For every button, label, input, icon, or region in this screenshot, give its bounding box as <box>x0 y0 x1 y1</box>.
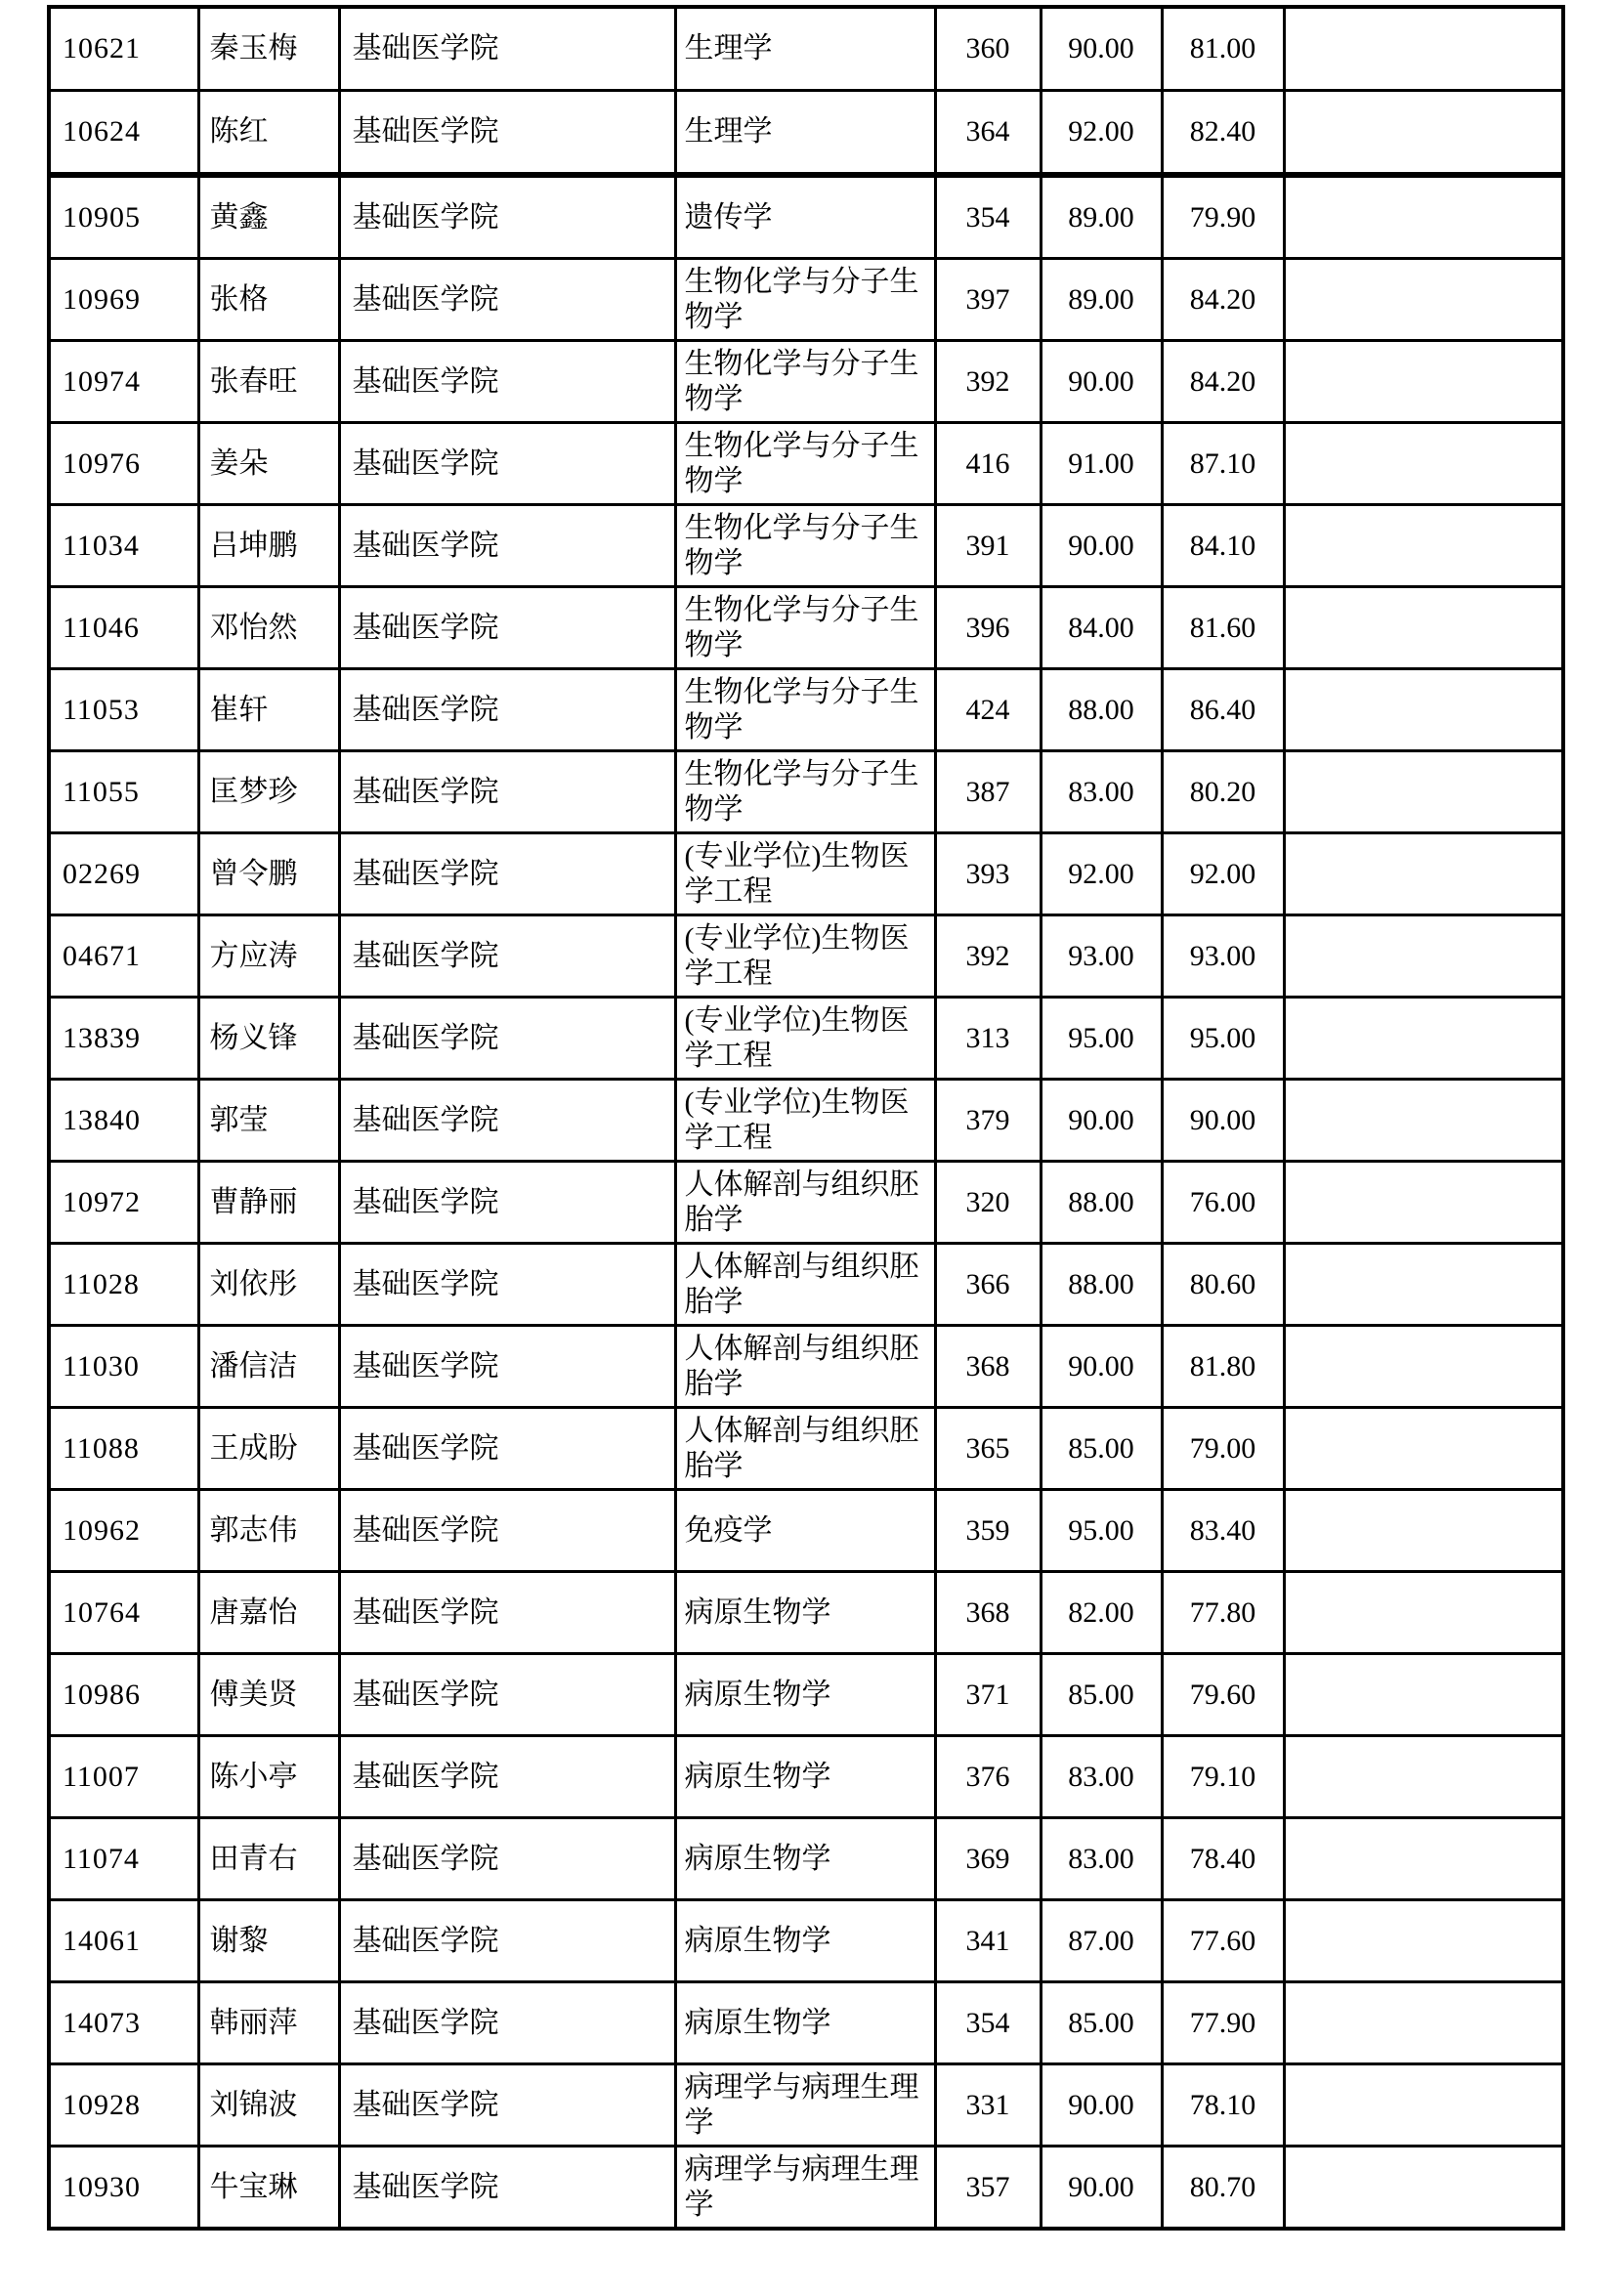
cell-major: 病原生物学 <box>675 1818 935 1900</box>
cell-college: 基础医学院 <box>339 1736 675 1818</box>
cell-score-2: 88.00 <box>1041 1244 1162 1326</box>
cell-score-3: 80.70 <box>1162 2147 1284 2230</box>
cell-major: (专业学位)生物医学工程 <box>675 833 935 915</box>
table-row <box>49 2064 1563 2147</box>
cell-college: 基础医学院 <box>339 1654 675 1736</box>
cell-blank <box>1284 1244 1563 1326</box>
cell-total-score: 357 <box>935 2147 1041 2230</box>
cell-major: 病原生物学 <box>675 1736 935 1818</box>
table-row <box>49 751 1563 833</box>
cell-college: 基础医学院 <box>339 1572 675 1654</box>
cell-score-3: 83.40 <box>1162 1490 1284 1572</box>
cell-major: 病原生物学 <box>675 1654 935 1736</box>
cell-blank <box>1284 1982 1563 2064</box>
cell-name: 韩丽萍 <box>198 1982 339 2064</box>
cell-college: 基础医学院 <box>339 1900 675 1982</box>
cell-name: 张格 <box>198 259 339 341</box>
cell-candidate-id: 10764 <box>49 1572 198 1654</box>
cell-name: 潘信洁 <box>198 1326 339 1408</box>
cell-name: 匡梦珍 <box>198 751 339 833</box>
cell-score-3: 86.40 <box>1162 669 1284 751</box>
cell-major: (专业学位)生物医学工程 <box>675 915 935 998</box>
cell-candidate-id: 11007 <box>49 1736 198 1818</box>
cell-college: 基础医学院 <box>339 1244 675 1326</box>
cell-major: 生物化学与分子生物学 <box>675 341 935 423</box>
cell-blank <box>1284 751 1563 833</box>
cell-college: 基础医学院 <box>339 1490 675 1572</box>
cell-name: 曹静丽 <box>198 1162 339 1244</box>
cell-total-score: 392 <box>935 915 1041 998</box>
table-row <box>49 423 1563 505</box>
cell-score-3: 77.80 <box>1162 1572 1284 1654</box>
cell-candidate-id: 11030 <box>49 1326 198 1408</box>
cell-candidate-id: 10930 <box>49 2147 198 2230</box>
cell-blank <box>1284 1162 1563 1244</box>
cell-college: 基础医学院 <box>339 1080 675 1162</box>
cell-score-2: 85.00 <box>1041 1654 1162 1736</box>
cell-total-score: 391 <box>935 505 1041 587</box>
cell-candidate-id: 13839 <box>49 998 198 1080</box>
cell-candidate-id: 10986 <box>49 1654 198 1736</box>
cell-blank <box>1284 2147 1563 2230</box>
cell-college: 基础医学院 <box>339 7 675 91</box>
cell-candidate-id: 11046 <box>49 587 198 669</box>
cell-blank <box>1284 341 1563 423</box>
cell-name: 郭莹 <box>198 1080 339 1162</box>
cell-major: 人体解剖与组织胚胎学 <box>675 1326 935 1408</box>
cell-total-score: 371 <box>935 1654 1041 1736</box>
cell-major: 病原生物学 <box>675 1572 935 1654</box>
cell-major: 生物化学与分子生物学 <box>675 751 935 833</box>
cell-college: 基础医学院 <box>339 2064 675 2147</box>
cell-name: 吕坤鹏 <box>198 505 339 587</box>
cell-candidate-id: 13840 <box>49 1080 198 1162</box>
cell-score-3: 84.20 <box>1162 341 1284 423</box>
cell-score-3: 81.60 <box>1162 587 1284 669</box>
cell-candidate-id: 10928 <box>49 2064 198 2147</box>
cell-major: 生物化学与分子生物学 <box>675 669 935 751</box>
cell-score-3: 80.20 <box>1162 751 1284 833</box>
cell-name: 姜朵 <box>198 423 339 505</box>
cell-candidate-id: 14073 <box>49 1982 198 2064</box>
cell-major: (专业学位)生物医学工程 <box>675 998 935 1080</box>
cell-score-3: 76.00 <box>1162 1162 1284 1244</box>
cell-name: 王成盼 <box>198 1408 339 1490</box>
cell-college: 基础医学院 <box>339 341 675 423</box>
cell-total-score: 354 <box>935 175 1041 259</box>
cell-score-2: 90.00 <box>1041 341 1162 423</box>
cell-total-score: 364 <box>935 91 1041 176</box>
cell-blank <box>1284 1572 1563 1654</box>
cell-candidate-id: 11053 <box>49 669 198 751</box>
cell-score-3: 84.10 <box>1162 505 1284 587</box>
cell-total-score: 331 <box>935 2064 1041 2147</box>
cell-candidate-id: 10969 <box>49 259 198 341</box>
cell-score-2: 85.00 <box>1041 1408 1162 1490</box>
cell-blank <box>1284 1326 1563 1408</box>
cell-college: 基础医学院 <box>339 2147 675 2230</box>
cell-college: 基础医学院 <box>339 1982 675 2064</box>
cell-name: 田青右 <box>198 1818 339 1900</box>
table-row <box>49 259 1563 341</box>
cell-candidate-id: 11034 <box>49 505 198 587</box>
cell-score-3: 79.60 <box>1162 1654 1284 1736</box>
cell-score-2: 95.00 <box>1041 1490 1162 1572</box>
table-row <box>49 1982 1563 2064</box>
cell-score-3: 81.00 <box>1162 7 1284 91</box>
cell-score-3: 84.20 <box>1162 259 1284 341</box>
table-row <box>49 1490 1563 1572</box>
cell-total-score: 313 <box>935 998 1041 1080</box>
table-row <box>49 915 1563 998</box>
cell-blank <box>1284 7 1563 91</box>
cell-score-3: 87.10 <box>1162 423 1284 505</box>
cell-candidate-id: 14061 <box>49 1900 198 1982</box>
cell-total-score: 360 <box>935 7 1041 91</box>
table-row <box>49 7 1563 91</box>
cell-total-score: 393 <box>935 833 1041 915</box>
cell-blank <box>1284 505 1563 587</box>
cell-score-3: 95.00 <box>1162 998 1284 1080</box>
cell-blank <box>1284 1900 1563 1982</box>
cell-total-score: 354 <box>935 1982 1041 2064</box>
cell-college: 基础医学院 <box>339 1162 675 1244</box>
cell-blank <box>1284 833 1563 915</box>
cell-total-score: 392 <box>935 341 1041 423</box>
cell-major: 生理学 <box>675 7 935 91</box>
cell-candidate-id: 10962 <box>49 1490 198 1572</box>
cell-major: 人体解剖与组织胚胎学 <box>675 1408 935 1490</box>
cell-total-score: 365 <box>935 1408 1041 1490</box>
cell-candidate-id: 10976 <box>49 423 198 505</box>
cell-blank <box>1284 915 1563 998</box>
table-row <box>49 1244 1563 1326</box>
cell-blank <box>1284 998 1563 1080</box>
cell-score-2: 90.00 <box>1041 1080 1162 1162</box>
cell-score-2: 83.00 <box>1041 1818 1162 1900</box>
cell-score-3: 79.00 <box>1162 1408 1284 1490</box>
cell-total-score: 424 <box>935 669 1041 751</box>
cell-score-2: 90.00 <box>1041 2147 1162 2230</box>
cell-name: 谢黎 <box>198 1900 339 1982</box>
table-row <box>49 1326 1563 1408</box>
cell-college: 基础医学院 <box>339 1326 675 1408</box>
cell-score-2: 91.00 <box>1041 423 1162 505</box>
cell-blank <box>1284 423 1563 505</box>
cell-name: 方应涛 <box>198 915 339 998</box>
admission-score-table <box>47 5 1565 2231</box>
table-row <box>49 2147 1563 2230</box>
table-row <box>49 505 1563 587</box>
cell-score-2: 89.00 <box>1041 175 1162 259</box>
cell-score-3: 77.60 <box>1162 1900 1284 1982</box>
table-row <box>49 1080 1563 1162</box>
cell-score-2: 92.00 <box>1041 833 1162 915</box>
cell-total-score: 376 <box>935 1736 1041 1818</box>
cell-major: 遗传学 <box>675 175 935 259</box>
table-row <box>49 1736 1563 1818</box>
cell-score-2: 85.00 <box>1041 1982 1162 2064</box>
cell-score-2: 93.00 <box>1041 915 1162 998</box>
table-row <box>49 669 1563 751</box>
table-row <box>49 1408 1563 1490</box>
cell-blank <box>1284 2064 1563 2147</box>
cell-score-3: 81.80 <box>1162 1326 1284 1408</box>
cell-score-3: 82.40 <box>1162 91 1284 176</box>
cell-total-score: 320 <box>935 1162 1041 1244</box>
cell-score-2: 90.00 <box>1041 1326 1162 1408</box>
cell-score-3: 79.10 <box>1162 1736 1284 1818</box>
cell-major: 人体解剖与组织胚胎学 <box>675 1244 935 1326</box>
cell-name: 陈小亭 <box>198 1736 339 1818</box>
cell-score-2: 89.00 <box>1041 259 1162 341</box>
cell-blank <box>1284 1818 1563 1900</box>
cell-name: 郭志伟 <box>198 1490 339 1572</box>
cell-name: 黄鑫 <box>198 175 339 259</box>
cell-candidate-id: 04671 <box>49 915 198 998</box>
cell-college: 基础医学院 <box>339 259 675 341</box>
cell-candidate-id: 10905 <box>49 175 198 259</box>
table-row <box>49 833 1563 915</box>
cell-college: 基础医学院 <box>339 915 675 998</box>
cell-score-3: 78.40 <box>1162 1818 1284 1900</box>
cell-blank <box>1284 587 1563 669</box>
cell-score-3: 80.60 <box>1162 1244 1284 1326</box>
cell-college: 基础医学院 <box>339 998 675 1080</box>
cell-major: 生物化学与分子生物学 <box>675 423 935 505</box>
cell-candidate-id: 11028 <box>49 1244 198 1326</box>
cell-major: 生理学 <box>675 91 935 176</box>
table-row <box>49 587 1563 669</box>
cell-name: 张春旺 <box>198 341 339 423</box>
cell-blank <box>1284 1408 1563 1490</box>
cell-score-3: 93.00 <box>1162 915 1284 998</box>
table-row <box>49 1818 1563 1900</box>
cell-total-score: 369 <box>935 1818 1041 1900</box>
cell-major: 病原生物学 <box>675 1982 935 2064</box>
cell-blank <box>1284 669 1563 751</box>
table-row <box>49 998 1563 1080</box>
cell-score-2: 84.00 <box>1041 587 1162 669</box>
cell-total-score: 366 <box>935 1244 1041 1326</box>
cell-college: 基础医学院 <box>339 833 675 915</box>
cell-score-2: 88.00 <box>1041 1162 1162 1244</box>
cell-blank <box>1284 1490 1563 1572</box>
cell-college: 基础医学院 <box>339 669 675 751</box>
table-row <box>49 341 1563 423</box>
cell-candidate-id: 02269 <box>49 833 198 915</box>
cell-college: 基础医学院 <box>339 1818 675 1900</box>
cell-major: 病原生物学 <box>675 1900 935 1982</box>
table-row <box>49 1572 1563 1654</box>
cell-college: 基础医学院 <box>339 751 675 833</box>
cell-college: 基础医学院 <box>339 505 675 587</box>
cell-score-3: 79.90 <box>1162 175 1284 259</box>
cell-major: 病理学与病理生理学 <box>675 2064 935 2147</box>
cell-major: 生物化学与分子生物学 <box>675 505 935 587</box>
cell-major: (专业学位)生物医学工程 <box>675 1080 935 1162</box>
cell-candidate-id: 10624 <box>49 91 198 176</box>
cell-score-2: 87.00 <box>1041 1900 1162 1982</box>
cell-name: 秦玉梅 <box>198 7 339 91</box>
cell-score-2: 83.00 <box>1041 751 1162 833</box>
table-row <box>49 1162 1563 1244</box>
cell-candidate-id: 11074 <box>49 1818 198 1900</box>
cell-score-2: 82.00 <box>1041 1572 1162 1654</box>
cell-college: 基础医学院 <box>339 423 675 505</box>
cell-major: 生物化学与分子生物学 <box>675 259 935 341</box>
cell-name: 傅美贤 <box>198 1654 339 1736</box>
cell-name: 邓怡然 <box>198 587 339 669</box>
cell-college: 基础医学院 <box>339 175 675 259</box>
cell-score-2: 92.00 <box>1041 91 1162 176</box>
cell-college: 基础医学院 <box>339 587 675 669</box>
cell-name: 牛宝琳 <box>198 2147 339 2230</box>
cell-name: 曾令鹏 <box>198 833 339 915</box>
cell-score-2: 95.00 <box>1041 998 1162 1080</box>
cell-total-score: 379 <box>935 1080 1041 1162</box>
cell-candidate-id: 10621 <box>49 7 198 91</box>
cell-name: 崔轩 <box>198 669 339 751</box>
cell-total-score: 397 <box>935 259 1041 341</box>
cell-score-2: 90.00 <box>1041 2064 1162 2147</box>
cell-blank <box>1284 259 1563 341</box>
cell-total-score: 341 <box>935 1900 1041 1982</box>
cell-score-2: 83.00 <box>1041 1736 1162 1818</box>
cell-total-score: 359 <box>935 1490 1041 1572</box>
cell-candidate-id: 10974 <box>49 341 198 423</box>
cell-total-score: 387 <box>935 751 1041 833</box>
cell-college: 基础医学院 <box>339 1408 675 1490</box>
cell-score-2: 90.00 <box>1041 7 1162 91</box>
cell-name: 唐嘉怡 <box>198 1572 339 1654</box>
table-row <box>49 175 1563 259</box>
cell-name: 杨义锋 <box>198 998 339 1080</box>
cell-candidate-id: 11055 <box>49 751 198 833</box>
cell-total-score: 396 <box>935 587 1041 669</box>
cell-score-2: 90.00 <box>1041 505 1162 587</box>
cell-score-3: 77.90 <box>1162 1982 1284 2064</box>
cell-candidate-id: 11088 <box>49 1408 198 1490</box>
cell-blank <box>1284 1736 1563 1818</box>
cell-name: 刘依彤 <box>198 1244 339 1326</box>
cell-total-score: 368 <box>935 1326 1041 1408</box>
cell-blank <box>1284 1654 1563 1736</box>
cell-blank <box>1284 175 1563 259</box>
table-row <box>49 1900 1563 1982</box>
cell-total-score: 416 <box>935 423 1041 505</box>
cell-blank <box>1284 91 1563 176</box>
cell-major: 病理学与病理生理学 <box>675 2147 935 2230</box>
cell-college: 基础医学院 <box>339 91 675 176</box>
cell-score-3: 78.10 <box>1162 2064 1284 2147</box>
cell-score-2: 88.00 <box>1041 669 1162 751</box>
cell-name: 陈红 <box>198 91 339 176</box>
cell-major: 免疫学 <box>675 1490 935 1572</box>
table-row <box>49 1654 1563 1736</box>
cell-candidate-id: 10972 <box>49 1162 198 1244</box>
cell-score-3: 92.00 <box>1162 833 1284 915</box>
cell-blank <box>1284 1080 1563 1162</box>
cell-major: 生物化学与分子生物学 <box>675 587 935 669</box>
cell-score-3: 90.00 <box>1162 1080 1284 1162</box>
cell-major: 人体解剖与组织胚胎学 <box>675 1162 935 1244</box>
cell-total-score: 368 <box>935 1572 1041 1654</box>
cell-name: 刘锦波 <box>198 2064 339 2147</box>
table-row <box>49 91 1563 176</box>
